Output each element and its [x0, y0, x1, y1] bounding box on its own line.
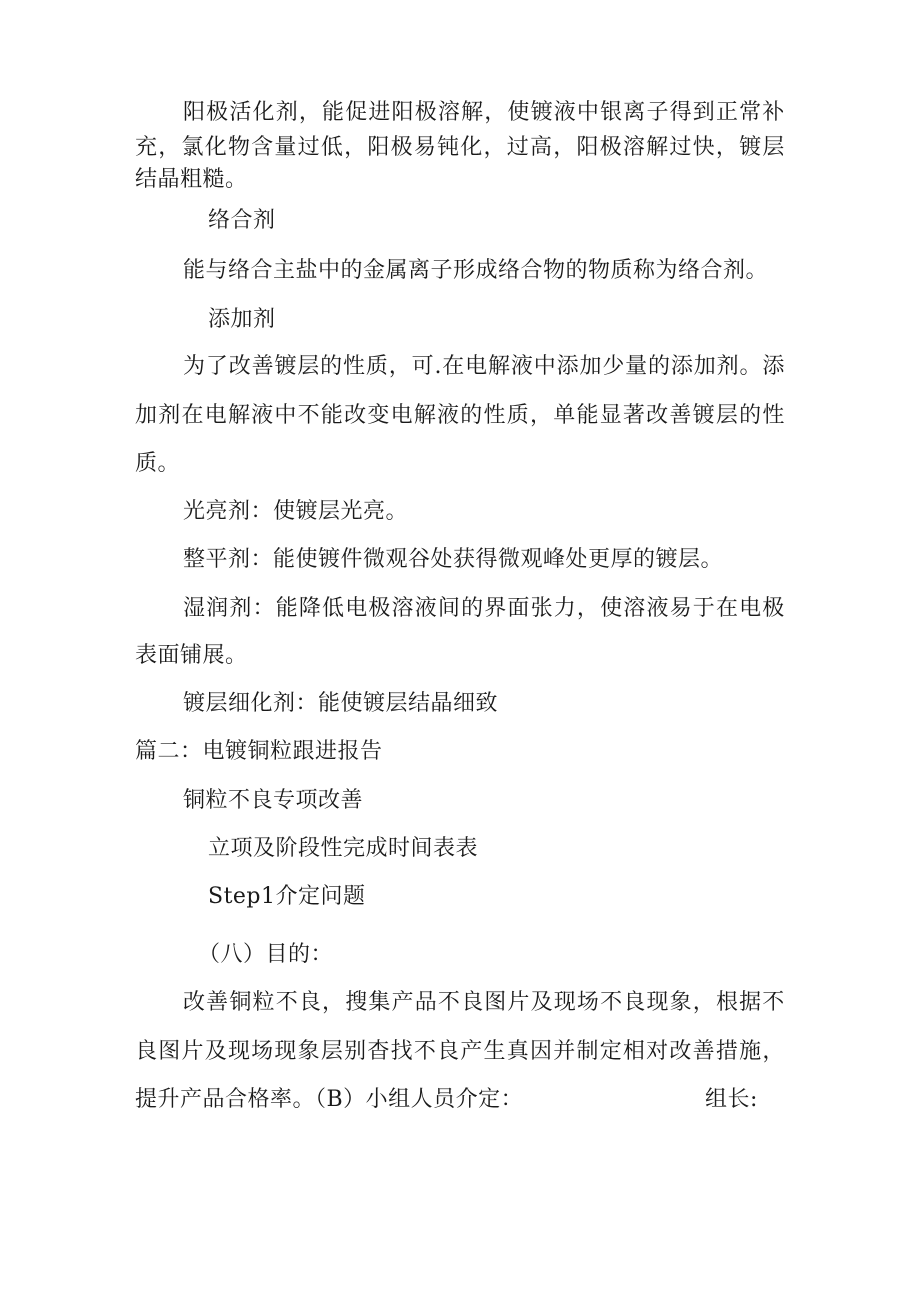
paragraph-line: 质。: [135, 451, 181, 476]
paragraph-line: 充 ， 氯 化 物 含 量 过 低 ， 阳 极 易 钝 化 ， 过 高 ， 阳 极 溶 解 过 快 ， 镀 层: [135, 135, 785, 160]
paragraph-line: 改 善 铜 粒 不 良 ， 搜 集 产 品 不 良 图 片 及 现 场 不 良 现 象 ， 根 据 不: [183, 990, 785, 1015]
paragraph-line: 镀层细化剂：能使镀层结晶细致: [183, 691, 499, 716]
paragraph-line: 为 了 改 善 镀 层 的 性 质 ， 可 . 在 电 解 液 中 添 加 少 量 的 添 加 剂 。 添: [183, 354, 785, 379]
section-heading: （八）目的：: [198, 942, 334, 967]
section-heading: 络合剂: [208, 208, 276, 233]
paragraph-line: 加 剂 在 电 解 液 中 不 能 改 变 电 解 液 的 性 质 ， 单 能 显 著 改 善 镀 层 的 性: [135, 403, 785, 428]
section-heading: 立项及阶段性完成时间表表: [208, 836, 479, 861]
paragraph-line: 提升产品合格率。（B）小组人员介定：: [135, 1087, 524, 1112]
part-heading: 篇二：电镀铜粒跟进报告: [135, 739, 383, 764]
paragraph-line: 能与络合主盐中的金属离子形成络合物的物质称为络合剂。: [183, 258, 769, 283]
paragraph-line: 阳 极 活 化 剂 ， 能 促 进 阳 极 溶 解 ， 使 镀 液 中 银 离 子 得 到 正 常 补: [183, 100, 785, 125]
section-heading: 添加剂: [208, 307, 276, 332]
paragraph-line: 光亮剂：使镀层光亮。: [183, 499, 409, 524]
paragraph-line: 整平剂：能使镀件微观谷处获得微观峰处更厚的镀层。: [183, 547, 724, 572]
paragraph-line: 表面铺展。: [135, 643, 248, 668]
paragraph-line: 良 图 片 及 现 场 现 象 层 别 杳 找 不 良 产 生 真 因 并 制 定 相 对 改 善 措 施 ，: [135, 1039, 785, 1064]
paragraph-line: 湿 润 剂 ： 能 降 低 电 极 溶 液 间 的 界 面 张 力 ， 使 溶 液 易 于 在 电 极: [183, 596, 785, 621]
section-heading: Step1介定问题: [208, 884, 366, 909]
section-heading: 铜粒不良专项改善: [183, 788, 364, 813]
team-leader-label: 组长:: [705, 1087, 758, 1112]
paragraph-line: 结晶粗糙。: [135, 167, 248, 192]
